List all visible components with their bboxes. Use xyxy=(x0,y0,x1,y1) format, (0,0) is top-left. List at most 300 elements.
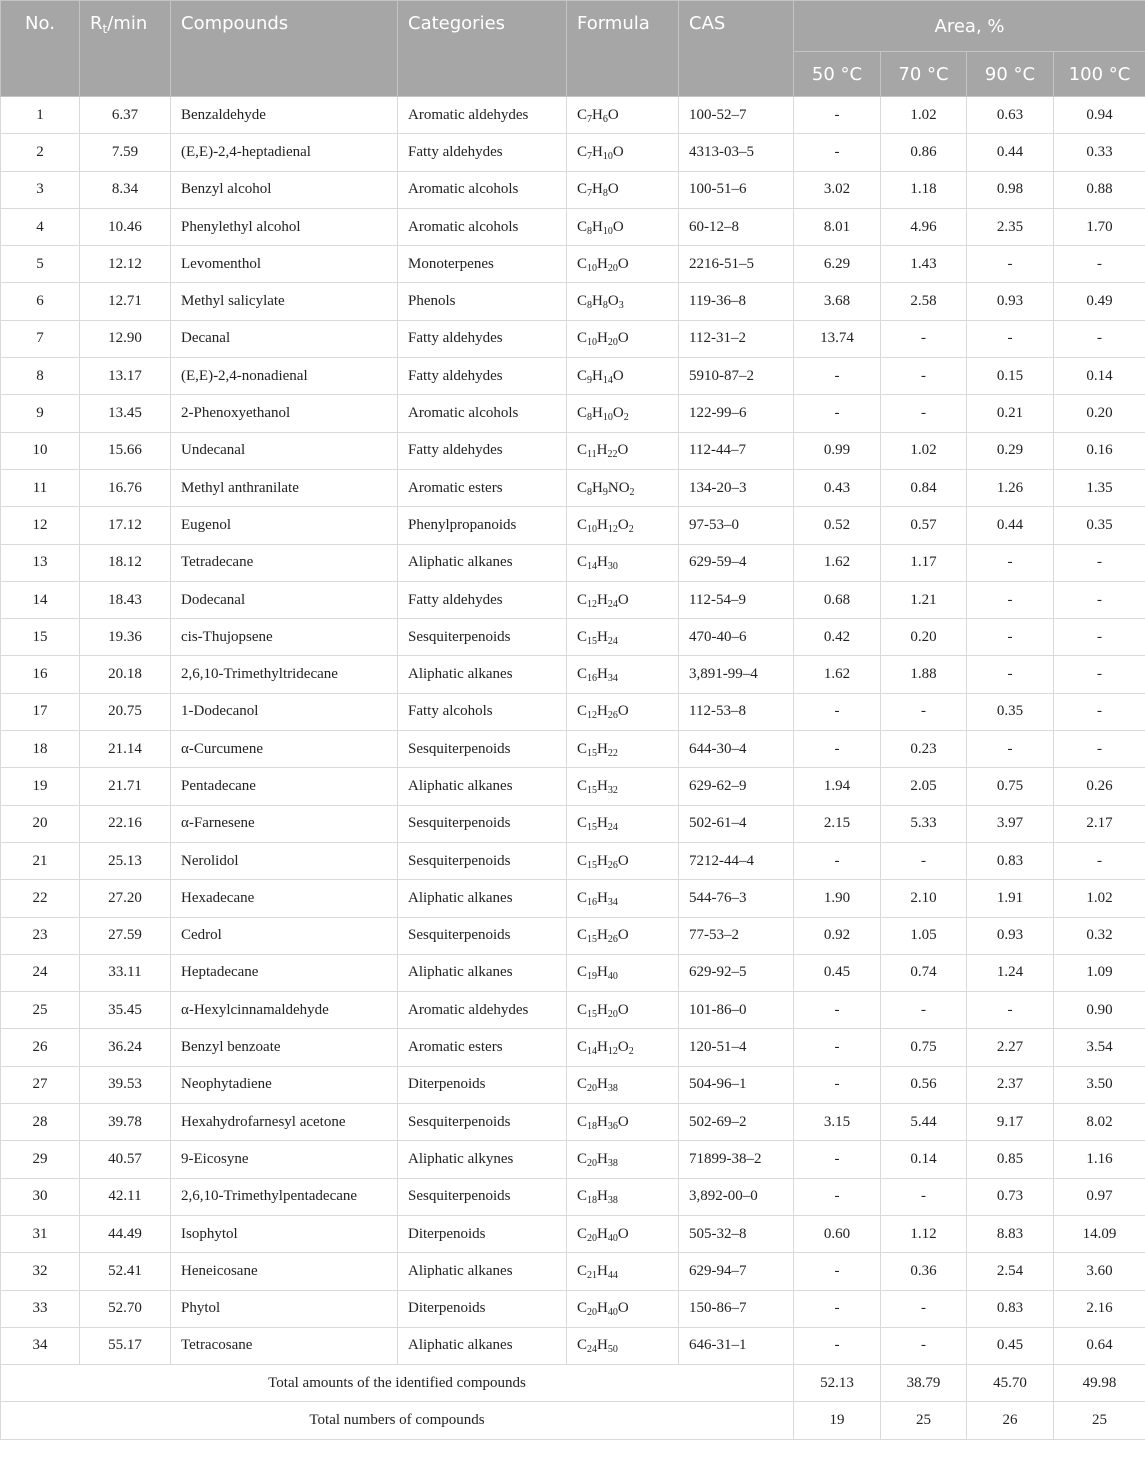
cell-compound: 1-Dodecanol xyxy=(171,693,398,730)
cell-compound: Hexadecane xyxy=(171,880,398,917)
table-row xyxy=(1,1253,1145,1290)
cell-formula: $C_{19}H_{40}$ xyxy=(567,954,679,991)
cell-area-70: 1.12 xyxy=(881,1215,967,1252)
table-header xyxy=(1,1,1145,97)
cell-area-100: 0.94 xyxy=(1054,97,1145,134)
cell-compound: Benzyl alcohol xyxy=(171,171,398,208)
cell-area-50: 6.29 xyxy=(794,246,881,283)
cell-area-90: 0.29 xyxy=(967,432,1054,469)
cell-formula: $C_{21}H_{44}$ xyxy=(567,1253,679,1290)
cell-area-50: 0.52 xyxy=(794,507,881,544)
cell-area-50: 3.15 xyxy=(794,1104,881,1141)
cell-no: 4 xyxy=(1,208,80,245)
cell-formula: $C_{14}H_{12}O_2$ xyxy=(567,1029,679,1066)
cell-area-100: - xyxy=(1054,842,1145,879)
cell-category: Sesquiterpenoids xyxy=(398,731,567,768)
cell-cas: 122-99–6 xyxy=(679,395,794,432)
cell-area-90: - xyxy=(967,992,1054,1029)
cell-area-70: 0.36 xyxy=(881,1253,967,1290)
cell-area-70: - xyxy=(881,1327,967,1364)
cell-area-90: - xyxy=(967,619,1054,656)
cell-area-90: 0.15 xyxy=(967,358,1054,395)
cell-formula: $C_{16}H_{34}$ xyxy=(567,880,679,917)
cell-area-90: 8.83 xyxy=(967,1215,1054,1252)
cell-rt: 22.16 xyxy=(80,805,171,842)
cell-area-70: - xyxy=(881,320,967,357)
cell-area-70: 1.18 xyxy=(881,171,967,208)
cell-category: Aliphatic alkanes xyxy=(398,1253,567,1290)
total-row xyxy=(1,1402,1145,1439)
cell-area-70: 1.02 xyxy=(881,97,967,134)
table-row xyxy=(1,693,1145,730)
cell-rt: 15.66 xyxy=(80,432,171,469)
cell-area-70: 1.17 xyxy=(881,544,967,581)
cell-area-70: 5.33 xyxy=(881,805,967,842)
cell-area-90: 1.26 xyxy=(967,469,1054,506)
cell-rt: 12.12 xyxy=(80,246,171,283)
total-a100: 49.98 xyxy=(1054,1365,1145,1402)
table-row xyxy=(1,1029,1145,1066)
cell-no: 28 xyxy=(1,1104,80,1141)
cell-area-70: 1.43 xyxy=(881,246,967,283)
cell-area-50: 0.68 xyxy=(794,581,881,618)
cell-area-90: - xyxy=(967,320,1054,357)
cell-area-90: - xyxy=(967,544,1054,581)
cell-area-100: 0.49 xyxy=(1054,283,1145,320)
cell-area-50: - xyxy=(794,1253,881,1290)
cell-area-90: 2.35 xyxy=(967,208,1054,245)
cell-area-100: - xyxy=(1054,656,1145,693)
cell-rt: 27.59 xyxy=(80,917,171,954)
cell-cas: 3,892-00–0 xyxy=(679,1178,794,1215)
cell-category: Diterpenoids xyxy=(398,1215,567,1252)
cell-area-100: - xyxy=(1054,731,1145,768)
cell-rt: 27.20 xyxy=(80,880,171,917)
cell-formula: $C_{11}H_{22}O$ xyxy=(567,432,679,469)
cell-compound: α-Curcumene xyxy=(171,731,398,768)
cell-area-50: - xyxy=(794,134,881,171)
cell-compound: (E,E)-2,4-heptadienal xyxy=(171,134,398,171)
cell-formula: $C_8H_{10}O_2$ xyxy=(567,395,679,432)
cell-no: 5 xyxy=(1,246,80,283)
cell-area-50: 13.74 xyxy=(794,320,881,357)
cell-area-90: 0.93 xyxy=(967,917,1054,954)
cell-area-100: 0.97 xyxy=(1054,1178,1145,1215)
cell-category: Aromatic alcohols xyxy=(398,171,567,208)
total-label: Total amounts of the identified compounds xyxy=(1,1365,794,1402)
cell-area-70: 2.58 xyxy=(881,283,967,320)
cell-no: 29 xyxy=(1,1141,80,1178)
cell-formula: $C_{18}H_{36}O$ xyxy=(567,1104,679,1141)
cell-category: Fatty aldehydes xyxy=(398,581,567,618)
cell-area-50: - xyxy=(794,1066,881,1103)
cell-no: 3 xyxy=(1,171,80,208)
cell-compound: Levomenthol xyxy=(171,246,398,283)
cell-no: 34 xyxy=(1,1327,80,1364)
table-row xyxy=(1,1327,1145,1364)
cell-area-90: 0.93 xyxy=(967,283,1054,320)
cell-formula: $C_8H_8O_3$ xyxy=(567,283,679,320)
cell-area-100: 3.50 xyxy=(1054,1066,1145,1103)
cell-rt: 35.45 xyxy=(80,992,171,1029)
cell-area-100: 0.64 xyxy=(1054,1327,1145,1364)
cell-area-70: 0.75 xyxy=(881,1029,967,1066)
cell-area-70: 0.74 xyxy=(881,954,967,991)
cell-area-50: 2.15 xyxy=(794,805,881,842)
cell-cas: 502-61–4 xyxy=(679,805,794,842)
cell-no: 26 xyxy=(1,1029,80,1066)
cell-rt: 6.37 xyxy=(80,97,171,134)
cell-area-50: 0.60 xyxy=(794,1215,881,1252)
cell-formula: $C_{15}H_{24}$ xyxy=(567,619,679,656)
cell-no: 23 xyxy=(1,917,80,954)
cell-formula: $C_{15}H_{26}O$ xyxy=(567,842,679,879)
cell-area-100: - xyxy=(1054,320,1145,357)
cell-compound: Tetracosane xyxy=(171,1327,398,1364)
cell-formula: $C_{12}H_{24}O$ xyxy=(567,581,679,618)
table-row xyxy=(1,208,1145,245)
cell-area-50: - xyxy=(794,1141,881,1178)
cell-compound: 2,6,10-Trimethylpentadecane xyxy=(171,1178,398,1215)
cell-category: Sesquiterpenoids xyxy=(398,917,567,954)
cell-category: Aromatic aldehydes xyxy=(398,97,567,134)
cell-area-100: 0.35 xyxy=(1054,507,1145,544)
cell-area-70: - xyxy=(881,992,967,1029)
cell-formula: $C_7H_6O$ xyxy=(567,97,679,134)
cell-area-90: 0.44 xyxy=(967,507,1054,544)
cell-area-100: 0.16 xyxy=(1054,432,1145,469)
cell-no: 33 xyxy=(1,1290,80,1327)
cell-area-50: - xyxy=(794,358,881,395)
cell-area-50: - xyxy=(794,1290,881,1327)
cell-formula: $C_{15}H_{32}$ xyxy=(567,768,679,805)
cell-rt: 16.76 xyxy=(80,469,171,506)
cell-area-70: 4.96 xyxy=(881,208,967,245)
cell-category: Sesquiterpenoids xyxy=(398,1178,567,1215)
cell-compound: Heptadecane xyxy=(171,954,398,991)
header-no: No. xyxy=(1,1,80,97)
total-label: Total numbers of compounds xyxy=(1,1402,794,1439)
cell-rt: 18.12 xyxy=(80,544,171,581)
cell-formula: $C_9H_{14}O$ xyxy=(567,358,679,395)
cell-compound: Hexahydrofarnesyl acetone xyxy=(171,1104,398,1141)
cell-area-50: 1.62 xyxy=(794,544,881,581)
cell-cas: 629-94–7 xyxy=(679,1253,794,1290)
cell-category: Sesquiterpenoids xyxy=(398,619,567,656)
cell-rt: 55.17 xyxy=(80,1327,171,1364)
cell-area-100: 0.33 xyxy=(1054,134,1145,171)
cell-no: 31 xyxy=(1,1215,80,1252)
cell-area-90: 0.98 xyxy=(967,171,1054,208)
cell-formula: $C_{20}H_{40}O$ xyxy=(567,1290,679,1327)
cell-area-100: - xyxy=(1054,544,1145,581)
cell-compound: cis-Thujopsene xyxy=(171,619,398,656)
cell-area-90: 0.44 xyxy=(967,134,1054,171)
cell-rt: 36.24 xyxy=(80,1029,171,1066)
cell-area-100: 0.14 xyxy=(1054,358,1145,395)
cell-area-70: - xyxy=(881,1178,967,1215)
cell-compound: Methyl salicylate xyxy=(171,283,398,320)
cell-area-50: - xyxy=(794,1327,881,1364)
cell-no: 1 xyxy=(1,97,80,134)
cell-cas: 629-62–9 xyxy=(679,768,794,805)
cell-compound: Benzyl benzoate xyxy=(171,1029,398,1066)
cell-area-50: - xyxy=(794,1029,881,1066)
cell-rt: 13.17 xyxy=(80,358,171,395)
cell-category: Fatty aldehydes xyxy=(398,432,567,469)
cell-compound: 2-Phenoxyethanol xyxy=(171,395,398,432)
cell-cas: 119-36–8 xyxy=(679,283,794,320)
cell-area-100: 0.88 xyxy=(1054,171,1145,208)
cell-cas: 470-40–6 xyxy=(679,619,794,656)
table-row xyxy=(1,805,1145,842)
cell-rt: 42.11 xyxy=(80,1178,171,1215)
cell-cas: 112-53–8 xyxy=(679,693,794,730)
cell-area-100: 3.60 xyxy=(1054,1253,1145,1290)
cell-cas: 77-53–2 xyxy=(679,917,794,954)
cell-category: Monoterpenes xyxy=(398,246,567,283)
cell-formula: $C_8H_9NO_2$ xyxy=(567,469,679,506)
cell-area-50: 3.68 xyxy=(794,283,881,320)
table-row xyxy=(1,1178,1145,1215)
cell-area-100: 1.09 xyxy=(1054,954,1145,991)
cell-no: 32 xyxy=(1,1253,80,1290)
cell-no: 19 xyxy=(1,768,80,805)
cell-area-50: - xyxy=(794,731,881,768)
cell-rt: 13.45 xyxy=(80,395,171,432)
header-formula: Formula xyxy=(567,1,679,97)
cell-cas: 71899-38–2 xyxy=(679,1141,794,1178)
cell-area-70: - xyxy=(881,358,967,395)
cell-rt: 39.78 xyxy=(80,1104,171,1141)
cell-area-70: 1.21 xyxy=(881,581,967,618)
cell-formula: $C_{15}H_{20}O$ xyxy=(567,992,679,1029)
cell-area-100: 2.16 xyxy=(1054,1290,1145,1327)
table-row xyxy=(1,469,1145,506)
cell-formula: $C_{18}H_{38}$ xyxy=(567,1178,679,1215)
table-row xyxy=(1,954,1145,991)
cell-formula: $C_{15}H_{26}O$ xyxy=(567,917,679,954)
cell-rt: 40.57 xyxy=(80,1141,171,1178)
cell-area-70: 0.23 xyxy=(881,731,967,768)
cell-compound: (E,E)-2,4-nonadienal xyxy=(171,358,398,395)
cell-cas: 644-30–4 xyxy=(679,731,794,768)
cell-area-100: 1.70 xyxy=(1054,208,1145,245)
cell-area-90: 0.75 xyxy=(967,768,1054,805)
cell-area-90: 0.63 xyxy=(967,97,1054,134)
cell-cas: 134-20–3 xyxy=(679,469,794,506)
total-a50: 52.13 xyxy=(794,1365,881,1402)
cell-category: Phenylpropanoids xyxy=(398,507,567,544)
cell-no: 11 xyxy=(1,469,80,506)
cell-category: Fatty aldehydes xyxy=(398,358,567,395)
cell-category: Aliphatic alkanes xyxy=(398,656,567,693)
cell-formula: $C_{15}H_{24}$ xyxy=(567,805,679,842)
cell-area-50: 0.45 xyxy=(794,954,881,991)
cell-rt: 12.90 xyxy=(80,320,171,357)
table-row xyxy=(1,320,1145,357)
header-temp-100: 100 °C xyxy=(1054,52,1145,97)
cell-formula: $C_8H_{10}O$ xyxy=(567,208,679,245)
cell-category: Fatty aldehydes xyxy=(398,320,567,357)
cell-area-50: 1.62 xyxy=(794,656,881,693)
cell-compound: 9-Eicosyne xyxy=(171,1141,398,1178)
total-a50: 19 xyxy=(794,1402,881,1439)
table-row xyxy=(1,581,1145,618)
cell-no: 24 xyxy=(1,954,80,991)
cell-cas: 544-76–3 xyxy=(679,880,794,917)
cell-rt: 10.46 xyxy=(80,208,171,245)
cell-area-100: 3.54 xyxy=(1054,1029,1145,1066)
table-row xyxy=(1,880,1145,917)
table-row xyxy=(1,432,1145,469)
cell-rt: 20.18 xyxy=(80,656,171,693)
cell-no: 27 xyxy=(1,1066,80,1103)
table-row xyxy=(1,1066,1145,1103)
cell-area-90: 0.73 xyxy=(967,1178,1054,1215)
total-a70: 38.79 xyxy=(881,1365,967,1402)
header-compounds: Compounds xyxy=(171,1,398,97)
header-temp-50: 50 °C xyxy=(794,52,881,97)
cell-compound: Nerolidol xyxy=(171,842,398,879)
cell-formula: $C_{20}H_{40}O$ xyxy=(567,1215,679,1252)
cell-area-90: 1.91 xyxy=(967,880,1054,917)
cell-compound: Phytol xyxy=(171,1290,398,1327)
cell-no: 16 xyxy=(1,656,80,693)
cell-compound: Tetradecane xyxy=(171,544,398,581)
table-row xyxy=(1,731,1145,768)
table-row xyxy=(1,842,1145,879)
cell-formula: $C_{20}H_{38}$ xyxy=(567,1141,679,1178)
cell-rt: 25.13 xyxy=(80,842,171,879)
cell-area-90: - xyxy=(967,656,1054,693)
cell-cas: 100-51–6 xyxy=(679,171,794,208)
table-row xyxy=(1,544,1145,581)
cell-category: Aromatic esters xyxy=(398,469,567,506)
cell-formula: $C_{10}H_{12}O_2$ xyxy=(567,507,679,544)
cell-area-50: - xyxy=(794,97,881,134)
cell-formula: $C_7H_{10}O$ xyxy=(567,134,679,171)
cell-area-90: - xyxy=(967,246,1054,283)
cell-area-100: - xyxy=(1054,619,1145,656)
cell-area-100: 14.09 xyxy=(1054,1215,1145,1252)
cell-cas: 629-92–5 xyxy=(679,954,794,991)
cell-area-90: 1.24 xyxy=(967,954,1054,991)
cell-no: 30 xyxy=(1,1178,80,1215)
cell-cas: 100-52–7 xyxy=(679,97,794,134)
cell-compound: Pentadecane xyxy=(171,768,398,805)
cell-category: Aromatic alcohols xyxy=(398,208,567,245)
cell-area-70: 1.88 xyxy=(881,656,967,693)
cell-no: 13 xyxy=(1,544,80,581)
table-row xyxy=(1,358,1145,395)
table-row xyxy=(1,283,1145,320)
table-row xyxy=(1,1141,1145,1178)
table-row xyxy=(1,97,1145,134)
cell-compound: Decanal xyxy=(171,320,398,357)
cell-area-100: 1.16 xyxy=(1054,1141,1145,1178)
cell-compound: Dodecanal xyxy=(171,581,398,618)
cell-compound: Neophytadiene xyxy=(171,1066,398,1103)
cell-rt: 17.12 xyxy=(80,507,171,544)
cell-cas: 2216-51–5 xyxy=(679,246,794,283)
total-a70: 25 xyxy=(881,1402,967,1439)
cell-category: Aliphatic alkynes xyxy=(398,1141,567,1178)
cell-area-70: - xyxy=(881,395,967,432)
cell-compound: α-Farnesene xyxy=(171,805,398,842)
cell-no: 20 xyxy=(1,805,80,842)
cell-area-90: 0.85 xyxy=(967,1141,1054,1178)
cell-area-50: 0.42 xyxy=(794,619,881,656)
cell-area-90: 2.54 xyxy=(967,1253,1054,1290)
cell-no: 7 xyxy=(1,320,80,357)
cell-cas: 112-31–2 xyxy=(679,320,794,357)
cell-compound: Cedrol xyxy=(171,917,398,954)
header-categories: Categories xyxy=(398,1,567,97)
total-a100: 25 xyxy=(1054,1402,1145,1439)
cell-compound: Undecanal xyxy=(171,432,398,469)
cell-compound: 2,6,10-Trimethyltridecane xyxy=(171,656,398,693)
cell-category: Fatty aldehydes xyxy=(398,134,567,171)
total-a90: 45.70 xyxy=(967,1365,1054,1402)
cell-area-50: 3.02 xyxy=(794,171,881,208)
cell-rt: 12.71 xyxy=(80,283,171,320)
cell-cas: 504-96–1 xyxy=(679,1066,794,1103)
cell-area-100: 8.02 xyxy=(1054,1104,1145,1141)
header-temp-90: 90 °C xyxy=(967,52,1054,97)
cell-cas: 505-32–8 xyxy=(679,1215,794,1252)
cell-category: Fatty alcohols xyxy=(398,693,567,730)
cell-category: Aromatic aldehydes xyxy=(398,992,567,1029)
cell-formula: $C_{16}H_{34}$ xyxy=(567,656,679,693)
total-a90: 26 xyxy=(967,1402,1054,1439)
cell-area-100: 1.02 xyxy=(1054,880,1145,917)
cell-area-70: 0.20 xyxy=(881,619,967,656)
cell-no: 15 xyxy=(1,619,80,656)
cell-compound: Isophytol xyxy=(171,1215,398,1252)
header-cas: CAS xyxy=(679,1,794,97)
cell-cas: 629-59–4 xyxy=(679,544,794,581)
cell-area-70: - xyxy=(881,693,967,730)
cell-category: Sesquiterpenoids xyxy=(398,842,567,879)
cell-category: Sesquiterpenoids xyxy=(398,805,567,842)
cell-area-90: - xyxy=(967,731,1054,768)
table-row xyxy=(1,1104,1145,1141)
cell-compound: Benzaldehyde xyxy=(171,97,398,134)
cell-cas: 120-51–4 xyxy=(679,1029,794,1066)
table-row xyxy=(1,246,1145,283)
cell-no: 14 xyxy=(1,581,80,618)
cell-area-100: 0.26 xyxy=(1054,768,1145,805)
cell-category: Aliphatic alkanes xyxy=(398,880,567,917)
cell-no: 10 xyxy=(1,432,80,469)
cell-cas: 5910-87–2 xyxy=(679,358,794,395)
cell-area-50: - xyxy=(794,992,881,1029)
cell-cas: 502-69–2 xyxy=(679,1104,794,1141)
cell-formula: $C_{24}H_{50}$ xyxy=(567,1327,679,1364)
cell-area-70: 0.14 xyxy=(881,1141,967,1178)
cell-area-70: 0.84 xyxy=(881,469,967,506)
cell-area-70: 1.02 xyxy=(881,432,967,469)
cell-rt: 18.43 xyxy=(80,581,171,618)
cell-area-90: 2.37 xyxy=(967,1066,1054,1103)
cell-cas: 60-12–8 xyxy=(679,208,794,245)
cell-cas: 97-53–0 xyxy=(679,507,794,544)
cell-area-90: 3.97 xyxy=(967,805,1054,842)
cell-area-70: 5.44 xyxy=(881,1104,967,1141)
cell-area-90: 2.27 xyxy=(967,1029,1054,1066)
cell-area-50: - xyxy=(794,395,881,432)
